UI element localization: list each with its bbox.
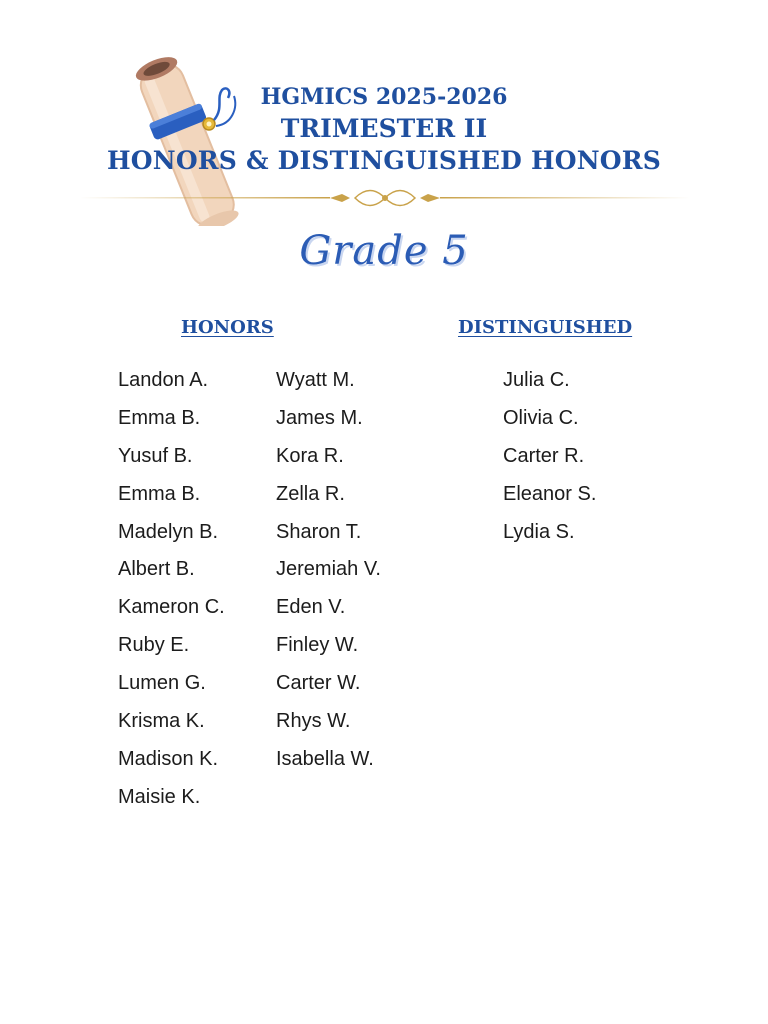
list-item: Emma B. — [118, 482, 201, 505]
list-item: Julia C. — [503, 369, 570, 391]
list-item: Eleanor S. — [503, 482, 597, 505]
list-item: Krisma K. — [118, 710, 205, 733]
list-item: Madelyn B. — [118, 520, 219, 543]
list-item: Olivia C. — [503, 406, 579, 429]
honors-list-column-1 — [118, 364, 225, 819]
list-item: Kameron C. — [118, 596, 225, 619]
list-item: Kora R. — [276, 444, 344, 467]
list-item: Sharon T. — [276, 520, 362, 543]
list-item: Finley W. — [276, 634, 359, 657]
list-item: Maisie K. — [118, 785, 201, 808]
list-item: Jeremiah V. — [276, 558, 381, 581]
list-item: Lumen G. — [118, 672, 206, 695]
list-item: Madison K. — [118, 747, 219, 770]
list-item: Isabella W. — [276, 747, 374, 770]
list-item: Emma B. — [118, 406, 201, 429]
list-item: Eden V. — [276, 596, 346, 619]
distinguished-list — [503, 364, 596, 553]
list-item: Rhys W. — [276, 710, 351, 733]
list-item: Landon A. — [118, 369, 209, 391]
honors-heading: HONORS — [181, 317, 274, 338]
list-item: Lydia S. — [503, 520, 575, 543]
list-item: Carter R. — [503, 444, 585, 467]
trimester-title: TRIMESTER II — [280, 114, 488, 143]
list-item: Albert B. — [118, 558, 195, 581]
distinguished-heading: DISTINGUISHED — [458, 317, 633, 338]
list-item: Carter W. — [276, 672, 361, 695]
list-item: Zella R. — [276, 482, 345, 505]
honors-list-column-2 — [276, 364, 381, 781]
school-year-title: HGMICS 2025-2026 — [260, 84, 508, 110]
list-item: Ruby E. — [118, 634, 190, 657]
list-item: James M. — [276, 406, 363, 429]
list-item: Wyatt M. — [276, 369, 355, 391]
list-item: Yusuf B. — [118, 444, 193, 467]
ornamental-divider — [80, 186, 690, 210]
honors-title: HONORS & DISTINGUISHED HONORS — [106, 146, 662, 175]
grade-title: Grade 5 — [299, 228, 469, 274]
